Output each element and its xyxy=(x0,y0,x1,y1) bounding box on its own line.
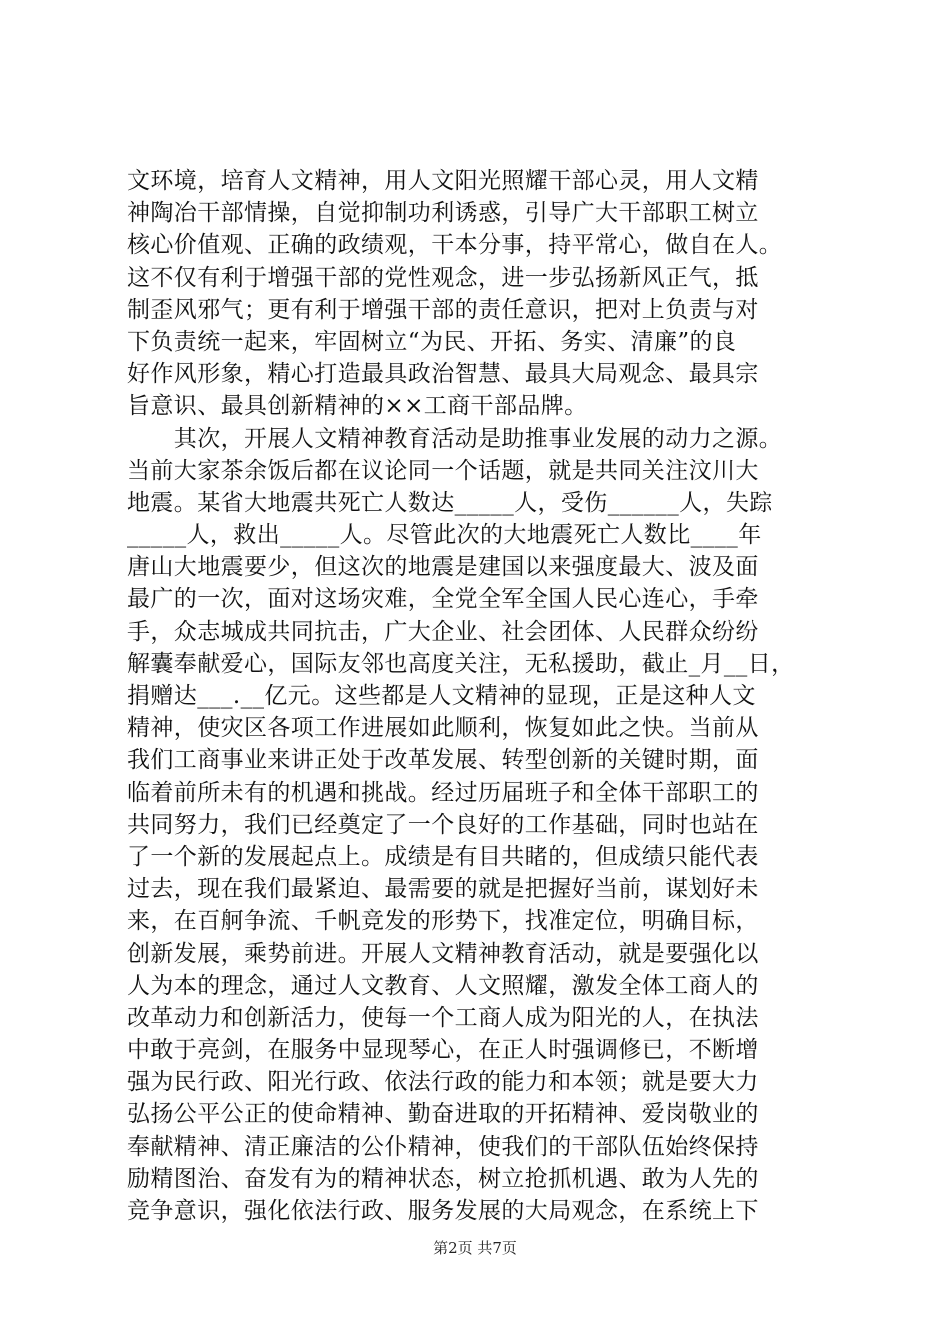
text-line: 核心价值观、正确的政绩观，干本分事，持平常心，做自在人。 xyxy=(127,232,783,259)
text-line: 其次，开展人文精神教育活动是助推事业发展的动力之源。 xyxy=(127,425,783,452)
document-body xyxy=(127,165,827,1227)
text-line: 这不仅有利于增强干部的党性观念，进一步弘扬新风正气，抵 xyxy=(127,264,759,291)
text-line: 文环境，培育人文精神，用人文阳光照耀干部心灵，用人文精 xyxy=(127,168,759,194)
text-line: 旨意识、最具创新精神的××工商干部品牌。 xyxy=(127,393,588,420)
text-line: 地震。某省大地震共死亡人数达_____人，受伤______人，失踪 xyxy=(127,489,773,516)
text-line: 创新发展，乘势前进。开展人文精神教育活动，就是要强化以 xyxy=(127,940,759,967)
text-line: 奉献精神、清正廉洁的公仆精神，使我们的干部队伍始终保持 xyxy=(127,1133,759,1160)
text-line: 我们工商事业来讲正处于改革发展、转型创新的关键时期，面 xyxy=(127,747,759,774)
text-line: _____人，救出_____人。尽管此次的大地震死亡人数比____年 xyxy=(127,522,762,549)
text-line: 最广的一次，面对这场灾难，全党全军全国人民心连心，手牵 xyxy=(127,586,759,613)
text-line: 捐赠达___.__亿元。这些都是人文精神的显现，正是这种人文 xyxy=(127,683,756,709)
page-footer: 第2页 共7页 xyxy=(433,1239,517,1257)
text-line: 好作风形象，精心打造最具政治智慧、最具大局观念、最具宗 xyxy=(127,361,759,388)
text-line: 制歪风邪气；更有利于增强干部的责任意识，把对上负责与对 xyxy=(127,296,759,323)
text-line: 唐山大地震要少，但这次的地震是建国以来强度最大、波及面 xyxy=(127,554,759,581)
text-line: 神陶冶干部情操，自觉抑制功利诱惑，引导广大干部职工树立 xyxy=(127,200,759,227)
text-line: 人为本的理念，通过人文教育、人文照耀，激发全体工商人的 xyxy=(127,972,759,999)
text-line: 励精图治、奋发有为的精神状态，树立抢抓机遇、敢为人先的 xyxy=(127,1165,759,1192)
text-line: 精神，使灾区各项工作进展如此顺利，恢复如此之快。当前从 xyxy=(127,715,759,742)
text-line: 当前大家茶余饭后都在议论同一个话题，就是共同关注汶川大 xyxy=(127,457,759,484)
text-line: 来，在百舸争流、千帆竞发的形势下，找准定位，明确目标， xyxy=(127,908,759,935)
text-line: 共同努力，我们已经奠定了一个良好的工作基础，同时也站在 xyxy=(127,811,759,838)
text-line: 强为民行政、阳光行政、依法行政的能力和本领；就是要大力 xyxy=(127,1069,759,1096)
text-line: 临着前所未有的机遇和挑战。经过历届班子和全体干部职工的 xyxy=(127,779,759,806)
text-line: 手，众志城成共同抗击，广大企业、社会团体、人民群众纷纷 xyxy=(127,618,759,645)
text-line: 过去，现在我们最紧迫、最需要的就是把握好当前，谋划好未 xyxy=(127,876,759,903)
text-line: 下负责统一起来，牢固树立“为民、开拓、务实、清廉”的良 xyxy=(127,328,737,355)
text-line: 中敢于亮剑，在服务中显现琴心，在正人时强调修已，不断增 xyxy=(127,1037,759,1064)
text-line: 弘扬公平公正的使命精神、勤奋进取的开拓精神、爱岗敬业的 xyxy=(127,1101,759,1128)
text-line: 改革动力和创新活力，使每一个工商人成为阳光的人，在执法 xyxy=(127,1004,759,1031)
text-line: 解囊奉献爱心，国际友邻也高度关注，无私援助，截止_月__日， xyxy=(127,650,795,677)
text-line: 竞争意识，强化依法行政、服务发展的大局观念，在系统上下 xyxy=(127,1198,759,1224)
text-line: 了一个新的发展起点上。成绩是有目共睹的，但成绩只能代表 xyxy=(127,843,759,870)
